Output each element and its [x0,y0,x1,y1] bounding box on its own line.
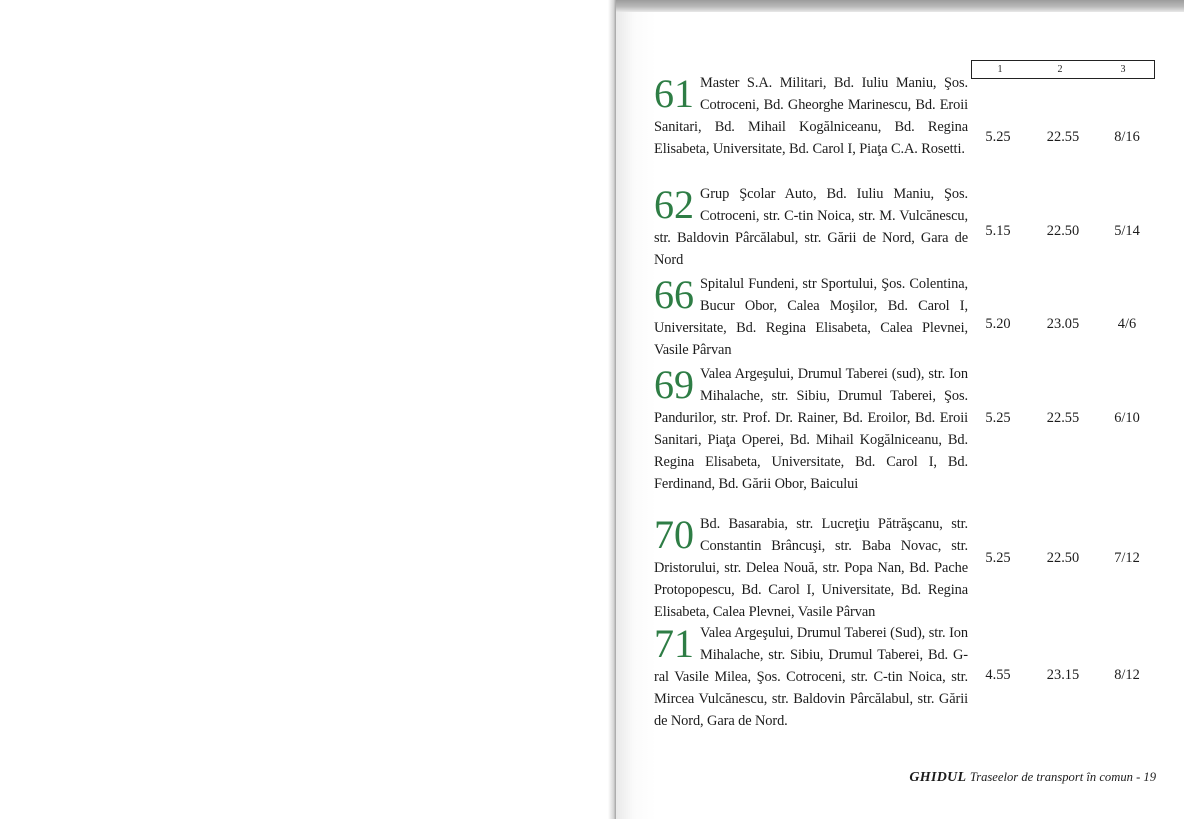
route-last-departure: 22.50 [1046,550,1080,566]
route-number: 69 [654,362,694,407]
route-interval: 8/12 [1114,667,1140,683]
route-stops: Grup Şcolar Auto, Bd. Iuliu Maniu, Şos. Cotroceni, str. C-tin Noica, str. M. Vulcănescu, str. Baldovin Pârcălabul, str. Gării de Nord, Gara de Nord [654,186,968,268]
column-header-1: 1 [997,64,1003,75]
route-first-departure: 4.55 [985,667,1011,683]
route-interval: 5/14 [1114,223,1140,239]
route-entry-61 [654,73,968,161]
route-stops: Valea Argeşului, Drumul Taberei (sud), str. Ion Mihalache, str. Sibiu, Drumul Taberei, Şos. Pandurilor, str. Prof. Dr. Rainer, Bd. Eroilor, Bd. Eroii Sanitari, Piaţa Operei, Bd. Mihail Kogălniceanu, Bd. Regina Elisabeta, Universitate, Bd. Carol I, Bd. Ferdinand, Bd. Gării Obor, Baicului [654,366,968,492]
route-first-departure: 5.25 [985,410,1011,426]
route-number: 62 [654,182,694,227]
route-last-departure: 22.55 [1046,410,1080,426]
route-last-departure: 23.05 [1046,316,1080,332]
route-last-departure: 23.15 [1046,667,1080,683]
footer-text: Traseelor de transport în comun - 19 [969,770,1156,784]
route-stops: Bd. Basarabia, str. Lucreţiu Pătrăşcanu, str. Constantin Brâncuşi, str. Baba Novac, str. Dristorului, str. Delea Nouă, str. Popa Nan, Bd. Pache Protopopescu, Bd. Carol I, Universitate, Bd. Regina Elisabeta, Calea Plevnei, Vasile Pârvan [654,516,968,620]
route-number: 71 [654,621,694,666]
route-last-departure: 22.50 [1046,223,1080,239]
route-first-departure: 5.25 [985,550,1011,566]
route-first-departure: 5.20 [985,316,1011,332]
route-entry-69 [654,364,968,495]
route-first-departure: 5.25 [985,129,1011,145]
route-interval: 8/16 [1114,129,1140,145]
column-header-3: 3 [1120,64,1126,75]
page-top-edge [616,0,1184,12]
route-stops: Valea Argeşului, Drumul Taberei (Sud), str. Ion Mihalache, str. Sibiu, Drumul Taberei, Bd. G-ral Vasile Milea, Şos. Cotroceni, str. C-tin Noica, str. Mircea Vulcănescu, str. Baldovin Pârcălabul, str. Gării de Nord, Gara de Nord. [654,625,968,729]
route-last-departure: 22.55 [1046,129,1080,145]
route-interval: 7/12 [1114,550,1140,566]
route-interval: 4/6 [1117,316,1137,332]
route-entry-62 [654,184,968,272]
route-stops: Spitalul Fundeni, str Sportului, Şos. Colentina, Bucur Obor, Calea Moşilor, Bd. Carol I, Universitate, Bd. Regina Elisabeta, Calea Plevnei, Vasile Pârvan [654,276,968,358]
column-header-2: 2 [1057,64,1063,75]
route-number: 61 [654,71,694,116]
route-entry-66 [654,274,968,362]
footer-brand: GHIDUL [909,770,967,785]
route-stops: Master S.A. Militari, Bd. Iuliu Maniu, Şos. Cotroceni, Bd. Gheorghe Marinescu, Bd. Eroii Sanitari, Bd. Mihail Kogălniceanu, Bd. Regina Elisabeta, Universitate, Bd. Carol I, Piaţa C.A. Rosetti. [654,75,968,157]
route-entry-71 [654,623,968,733]
column-header-box [971,60,1155,79]
route-entry-70 [654,514,968,624]
page-footer [909,770,1156,786]
route-interval: 6/10 [1114,410,1140,426]
route-first-departure: 5.15 [985,223,1011,239]
route-number: 66 [654,272,694,317]
route-number: 70 [654,512,694,557]
